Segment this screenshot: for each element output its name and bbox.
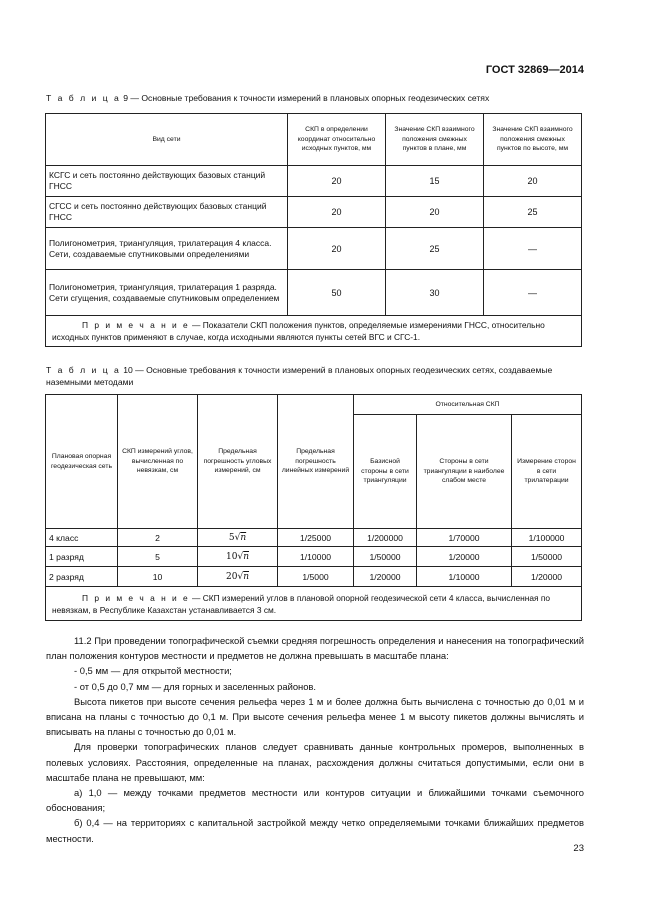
paragraph: б) 0,4 — на территориях с капитальной застройкой между четко определяемыми точками ближайших предметов местности. xyxy=(46,817,584,844)
paragraph: - 0,5 мм — для открытой местности; xyxy=(74,665,232,677)
table10-cell: 1/50000 xyxy=(512,547,582,567)
table9-row-name: Полигонометрия, триангуляция, трилатерация 4 класса. Сети, создаваемые спутниковыми определениями xyxy=(46,228,288,270)
table10-cell: 1/200000 xyxy=(354,529,417,547)
table9-col-header: СКП в определении координат относительно исходных пунктов, мм xyxy=(288,114,386,166)
table9-cell: 25 xyxy=(484,197,582,228)
table10-cell: 1/70000 xyxy=(417,529,512,547)
table10-row-name: 4 класс xyxy=(46,529,118,547)
page-number: 23 xyxy=(573,843,584,854)
table10-cell: 1/50000 xyxy=(354,547,417,567)
table10-cell-limit: 5√n xyxy=(198,529,278,547)
table9-col-header: Вид сети xyxy=(46,114,288,166)
table9-cell: — xyxy=(484,228,582,270)
table-row xyxy=(46,197,582,228)
radicand: n xyxy=(243,572,249,582)
table9-note xyxy=(46,316,582,347)
table9-cell: 25 xyxy=(386,228,484,270)
table10-cell: 1/10000 xyxy=(417,567,512,587)
table10-cell: 2 xyxy=(118,529,198,547)
table9 xyxy=(45,113,582,347)
table10-note-row xyxy=(46,587,582,621)
table10-cell-limit: 10√n xyxy=(198,547,278,567)
paragraph: 11.2 При проведении топографической съемки средняя погрешность определения и нанесения на топографический план положения контуров местности и предметов не должна превышать в масштабе плана: xyxy=(46,635,584,662)
table10-note-text: — СКП измерений углов в плановой опорной геодезической сети 4 класса, вычисленная по невязкам, в Республике Казахстан устанавливается 3 см. xyxy=(52,592,551,615)
table-row xyxy=(46,228,582,270)
limit-coef: 10 xyxy=(226,552,238,562)
table10-caption-number: 10 xyxy=(123,365,133,375)
table10-caption-label: Т а б л и ц а xyxy=(46,365,121,375)
document-code: ГОСТ 32869—2014 xyxy=(485,64,584,76)
table10-cell: 1/25000 xyxy=(278,529,354,547)
table9-cell: 50 xyxy=(288,270,386,316)
table10-col-header: СКП измерений углов, вычисленная по невязкам, см xyxy=(118,395,198,529)
table10-col-header: Измерение сторон в сети трилатерации xyxy=(512,415,582,529)
table-row xyxy=(46,547,582,567)
table9-cell: 20 xyxy=(288,166,386,197)
table9-cell: 15 xyxy=(386,166,484,197)
radicand: n xyxy=(240,533,247,543)
table10-cell: 10 xyxy=(118,567,198,587)
table10-col-header: Стороны в сети триангуляции в наиболее слабом месте xyxy=(417,415,512,529)
table10 xyxy=(45,394,582,621)
table9-cell: 20 xyxy=(484,166,582,197)
table10-cell: 5 xyxy=(118,547,198,567)
table10-note-label: П р и м е ч а н и е xyxy=(82,592,190,603)
table9-cell: — xyxy=(484,270,582,316)
paragraph: Высота пикетов при высоте сечения рельефа через 1 м и более должна быть вычислена с точностью до 0,01 м и вписана на планы с точностью до 0,1 м. При высоте сечения рельефа менее 1 м высоту пикетов должны вычислять и вписывать на планы с точностью до 0,01 м. xyxy=(46,695,584,738)
table9-cell: 30 xyxy=(386,270,484,316)
table10-cell-limit: 20√n xyxy=(198,567,278,587)
table-row xyxy=(46,166,582,197)
table9-cell: 20 xyxy=(288,197,386,228)
table10-cell: 1/100000 xyxy=(512,529,582,547)
table9-caption-label: Т а б л и ц а xyxy=(46,93,121,103)
table-row xyxy=(46,567,582,587)
table9-cell: 20 xyxy=(288,228,386,270)
radicand: n xyxy=(243,552,249,562)
table10-group-header: Относительная СКП xyxy=(354,395,582,415)
table9-caption-text: — Основные требования к точности измерений в плановых опорных геодезических сетях xyxy=(130,93,490,103)
table10-cell: 1/5000 xyxy=(278,567,354,587)
table9-col-header: Значение СКП взаимного положения смежных пунктов по высоте, мм xyxy=(484,114,582,166)
paragraph: а) 1,0 — между точками предметов местности или контуров ситуации и ближайшими точками съемочного обоснования; xyxy=(46,787,584,814)
table10-col-header: Предельная погрешность линейных измерений xyxy=(278,395,354,529)
table10-cell: 1/10000 xyxy=(278,547,354,567)
table9-header-row xyxy=(46,114,582,166)
table10-cell: 1/20000 xyxy=(512,567,582,587)
table10-caption xyxy=(46,364,586,388)
table10-cell: 1/20000 xyxy=(417,547,512,567)
table9-cell: 20 xyxy=(386,197,484,228)
table10-header-row xyxy=(46,395,582,415)
table9-row-name: КСГС и сеть постоянно действующих базовых станций ГНСС xyxy=(46,166,288,197)
table10-row-name: 1 разряд xyxy=(46,547,118,567)
limit-coef: 20 xyxy=(226,572,238,582)
table-row xyxy=(46,529,582,547)
table9-caption-number: 9 xyxy=(123,93,128,103)
table9-row-name: Полигонометрия, триангуляция, трилатерация 1 разряда. Сети сгущения, создаваемые спутниковым определением xyxy=(46,270,288,316)
table10-col-header: Предельная погрешность угловых измерений, см xyxy=(198,395,278,529)
table9-caption xyxy=(46,92,586,104)
table-row xyxy=(46,270,582,316)
limit-coef: 5 xyxy=(228,533,235,543)
body-text xyxy=(46,633,584,846)
table10-col-header: Базисной стороны в сети триангуляции xyxy=(354,415,417,529)
table9-note-label: П р и м е ч а н и е xyxy=(82,320,190,330)
table9-note-text: — Показатели СКП положения пунктов, определяемые измерениями ГНСС, относительно исходных пунктов применяют в случае, когда исходными являются пункты сетей ВГС и СГС-1. xyxy=(52,320,545,342)
table10-col-header: Плановая опорная геодезическая сеть xyxy=(46,395,118,529)
table10-note xyxy=(46,587,582,621)
table9-row-name: СГСС и сеть постоянно действующих базовых станций ГНСС xyxy=(46,197,288,228)
paragraph: Для проверки топографических планов следует сравнивать данные контрольных промеров, выполненных в полевых условиях. Расстояния, определенные на планах, расхождения должны считаться допустимыми, если они в масштабе плана не превышают, мм: xyxy=(46,741,584,783)
table10-caption-text: — Основные требования к точности измерений в плановых опорных геодезических сетях, создаваемые наземными методами xyxy=(46,365,553,387)
table9-col-header: Значение СКП взаимного положения смежных пунктов в плане, мм xyxy=(386,114,484,166)
paragraph: - от 0,5 до 0,7 мм — для горных и заселенных районов. xyxy=(74,680,317,692)
table9-note-row xyxy=(46,316,582,347)
table10-cell: 1/20000 xyxy=(354,567,417,587)
table10-row-name: 2 разряд xyxy=(46,567,118,587)
